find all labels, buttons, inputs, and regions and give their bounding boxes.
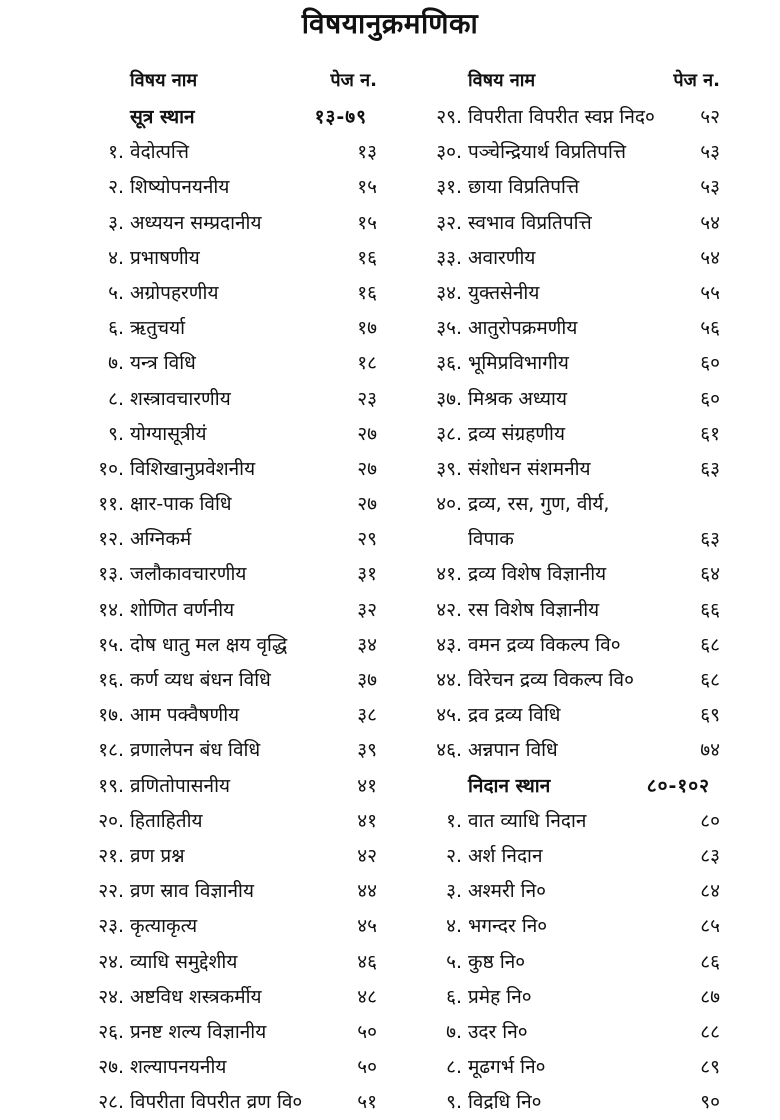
toc-entry xyxy=(400,733,720,768)
toc-entry xyxy=(400,804,720,839)
column-header xyxy=(62,62,377,100)
toc-column-left xyxy=(62,62,377,1120)
toc-entry xyxy=(62,206,377,241)
toc-entry xyxy=(62,663,377,698)
toc-entry xyxy=(400,980,720,1015)
toc-entry xyxy=(62,733,377,768)
entry-number: ४५. xyxy=(436,704,462,727)
entry-number: १. xyxy=(108,141,124,164)
toc-entry xyxy=(62,804,377,839)
entry-number: ४०. xyxy=(436,493,462,516)
entry-page: ६१ xyxy=(700,422,720,445)
entry-title: प्रमेह नि० xyxy=(468,985,532,1008)
entry-number: ६. xyxy=(108,317,124,340)
entry-number: २७. xyxy=(98,1056,124,1079)
entry-page: १३ xyxy=(357,141,377,164)
entry-title: स्वभाव विप्रतिपत्ति xyxy=(468,211,592,234)
entry-page: ८०-१०२ xyxy=(646,774,710,797)
entry-page: ५४ xyxy=(700,246,720,269)
entry-number: २०. xyxy=(98,809,124,832)
header-page-number: पेज न. xyxy=(330,70,377,91)
toc-entry xyxy=(400,417,720,452)
entry-page: १३-७९ xyxy=(314,106,367,128)
entry-title: शल्यापनयनीय xyxy=(130,1056,227,1079)
toc-entry xyxy=(400,698,720,733)
entry-number: १५. xyxy=(98,633,124,656)
entry-title: प्रनष्ट शल्य विज्ञानीय xyxy=(130,1020,267,1043)
toc-entry xyxy=(400,1015,720,1050)
entry-title: मिश्रक अध्याय xyxy=(468,387,567,410)
entry-page: १६ xyxy=(357,281,377,304)
entry-number: ३५. xyxy=(436,317,462,340)
toc-entry xyxy=(62,628,377,663)
toc-entry xyxy=(400,311,720,346)
entry-page: १५ xyxy=(357,211,377,234)
entry-number: ४२. xyxy=(436,598,462,621)
toc-entry xyxy=(62,382,377,417)
section-heading-row xyxy=(62,100,377,135)
entry-title: सूत्र स्थान xyxy=(130,106,195,128)
toc-column-right xyxy=(400,62,720,1120)
toc-entry xyxy=(62,980,377,1015)
entry-page: ५३ xyxy=(700,176,720,199)
toc-entry xyxy=(400,593,720,628)
page-title: विषयानुक्रमणिका xyxy=(301,7,479,40)
entry-number: २. xyxy=(108,176,124,199)
entry-title: शस्त्रावचारणीय xyxy=(130,387,231,410)
entry-number: ८. xyxy=(446,1056,462,1079)
entry-title: द्रव्य, रस, गुण, वीर्य, xyxy=(468,493,610,516)
entry-number: ५. xyxy=(108,281,124,304)
entry-number: ९. xyxy=(108,422,124,445)
entry-page: ६४ xyxy=(700,563,720,586)
entry-page: ६० xyxy=(700,352,720,375)
entry-page: १७ xyxy=(357,317,377,340)
entry-number: ११. xyxy=(98,493,124,516)
entry-title: द्रव्य विशेष विज्ञानीय xyxy=(468,563,607,586)
entry-page: ५३ xyxy=(700,141,720,164)
entry-title: अष्टविध शस्त्रकर्मीय xyxy=(130,985,262,1008)
entry-title: व्याधि समुद्देशीय xyxy=(130,950,238,973)
toc-entry xyxy=(400,1085,720,1120)
entry-page: ८७ xyxy=(700,985,720,1008)
entry-page: ९० xyxy=(700,1091,720,1114)
entry-number: ४३. xyxy=(436,633,462,656)
entry-number: १९. xyxy=(98,774,124,797)
toc-entry xyxy=(400,276,720,311)
toc-entry xyxy=(400,382,720,417)
entry-page: ४२ xyxy=(357,844,377,867)
toc-entry xyxy=(62,593,377,628)
toc-entry xyxy=(62,522,377,557)
entry-title: मूढगर्भ नि० xyxy=(468,1056,546,1079)
entry-title: व्रण प्रश्न xyxy=(130,844,185,867)
toc-entry xyxy=(400,628,720,663)
entry-page: ८५ xyxy=(700,915,720,938)
entry-number: ४१. xyxy=(436,563,462,586)
toc-entry xyxy=(62,1085,377,1120)
entry-number: ३३. xyxy=(436,246,462,269)
entry-number: ३२. xyxy=(436,211,462,234)
toc-entry xyxy=(62,452,377,487)
toc-entry xyxy=(62,487,377,522)
entry-title: वात व्याधि निदान xyxy=(468,809,587,832)
entry-title: वमन द्रव्य विकल्प वि० xyxy=(468,633,621,656)
entry-title: भूमिप्रविभागीय xyxy=(468,352,569,375)
entry-page: ५४ xyxy=(700,211,720,234)
toc-entry xyxy=(62,311,377,346)
toc-entry xyxy=(400,557,720,592)
entry-number: २४. xyxy=(98,985,124,1008)
entry-number: ८. xyxy=(108,387,124,410)
entry-title: अर्श निदान xyxy=(468,844,543,867)
toc-entry xyxy=(62,557,377,592)
entry-title: कर्ण व्यध बंधन विधि xyxy=(130,669,271,691)
toc-entry xyxy=(62,698,377,733)
toc-entry xyxy=(400,909,720,944)
header-subject-name: विषय नाम xyxy=(130,70,198,91)
entry-number: ५. xyxy=(446,950,462,973)
entry-number: ३. xyxy=(108,211,124,234)
toc-rows xyxy=(62,100,377,1120)
entry-title: कृत्याकृत्य xyxy=(130,915,198,938)
entry-title: अन्नपान विधि xyxy=(468,739,558,762)
entry-page: ६३ xyxy=(700,457,720,480)
entry-title: व्रण स्राव विज्ञानीय xyxy=(130,880,254,903)
column-header xyxy=(400,62,720,100)
entry-title: क्षार-पाक विधि xyxy=(130,493,232,516)
entry-number: ४४. xyxy=(436,669,462,691)
entry-page: ४४ xyxy=(357,880,377,903)
entry-page: ८८ xyxy=(700,1020,720,1043)
entry-page: ६८ xyxy=(700,633,720,656)
entry-number: ३९. xyxy=(436,457,462,480)
entry-number: ६. xyxy=(446,985,462,1008)
entry-page: ४१ xyxy=(357,774,377,797)
entry-page: ८३ xyxy=(700,844,720,867)
entry-page: ३९ xyxy=(357,739,377,762)
entry-number: २६. xyxy=(98,1020,124,1043)
header-subject-name: विषय नाम xyxy=(468,70,536,91)
entry-title: प्रभाषणीय xyxy=(130,246,200,269)
entry-title: शोणित वर्णनीय xyxy=(130,598,235,621)
toc-entry xyxy=(400,663,720,698)
entry-page: ६० xyxy=(700,387,720,410)
entry-page: २७ xyxy=(357,457,377,480)
entry-number: १. xyxy=(446,809,462,832)
toc-entry xyxy=(400,241,720,276)
entry-page: ८६ xyxy=(700,950,720,973)
entry-number: ३७. xyxy=(436,387,462,410)
entry-page: ३२ xyxy=(357,598,377,621)
toc-entry xyxy=(400,522,720,557)
entry-title: अध्ययन सम्प्रदानीय xyxy=(130,211,262,234)
toc-entry xyxy=(400,1050,720,1085)
entry-number: ३१. xyxy=(436,176,462,199)
entry-number: ३८. xyxy=(436,422,462,445)
entry-page: ४५ xyxy=(357,915,377,938)
entry-title: विपाक xyxy=(468,528,514,551)
entry-number: २१. xyxy=(98,844,124,867)
toc-entry xyxy=(400,839,720,874)
toc-entry xyxy=(62,839,377,874)
entry-page: ४६ xyxy=(357,950,377,973)
toc-entry xyxy=(400,135,720,170)
entry-page: २३ xyxy=(357,387,377,410)
entry-number: ४. xyxy=(446,915,462,938)
entry-title: विद्रधि नि० xyxy=(468,1091,542,1114)
entry-number: १४. xyxy=(98,598,124,621)
entry-page: १६ xyxy=(357,246,377,269)
entry-title: पञ्चेन्द्रियार्थ विप्रतिपत्ति xyxy=(468,141,627,164)
entry-title: वेदोत्पत्ति xyxy=(130,141,189,164)
entry-title: हिताहितीय xyxy=(130,809,203,832)
entry-number: २४. xyxy=(98,950,124,973)
toc-rows xyxy=(400,100,720,1120)
entry-title: संशोधन संशमनीय xyxy=(468,457,591,480)
entry-title: जलौकावचारणीय xyxy=(130,563,247,586)
entry-title: विपरीता विपरीत स्वप्न निद० xyxy=(468,106,655,128)
entry-title: दोष धातु मल क्षय वृद्धि xyxy=(130,633,288,656)
entry-page: ६३ xyxy=(700,528,720,551)
header-page-number: पेज न. xyxy=(673,70,720,91)
entry-page: ३७ xyxy=(357,669,377,691)
entry-title: छाया विप्रतिपत्ति xyxy=(468,176,580,199)
entry-page: ५१ xyxy=(357,1091,377,1114)
entry-number: ३४. xyxy=(436,281,462,304)
toc-entry xyxy=(62,1015,377,1050)
toc-entry xyxy=(62,909,377,944)
toc-entry xyxy=(400,100,720,135)
entry-page: ३१ xyxy=(357,563,377,586)
entry-page: ६९ xyxy=(700,704,720,727)
entry-number: ३. xyxy=(446,880,462,903)
entry-page: १८ xyxy=(357,352,377,375)
toc-entry xyxy=(62,346,377,381)
entry-page: ५० xyxy=(357,1020,377,1043)
toc-entry xyxy=(62,135,377,170)
entry-number: १७. xyxy=(98,704,124,727)
entry-number: १८. xyxy=(98,739,124,762)
entry-title: भगन्दर नि० xyxy=(468,915,548,938)
entry-title: अवारणीय xyxy=(468,246,536,269)
toc-entry xyxy=(400,346,720,381)
section-heading-row xyxy=(400,769,720,804)
entry-page: ४१ xyxy=(357,809,377,832)
toc-entry xyxy=(62,1050,377,1085)
entry-page: २७ xyxy=(357,493,377,516)
entry-number: १२. xyxy=(98,528,124,551)
entry-number: २. xyxy=(446,844,462,867)
entry-page: ५२ xyxy=(700,106,720,128)
entry-number: २३. xyxy=(98,915,124,938)
toc-entry xyxy=(400,945,720,980)
toc-entry xyxy=(400,170,720,205)
toc-entry xyxy=(400,874,720,909)
entry-title: अश्मरी नि० xyxy=(468,880,547,903)
entry-page: ५६ xyxy=(700,317,720,340)
entry-page: ५५ xyxy=(700,281,720,304)
entry-title: अग्निकर्म xyxy=(130,528,192,551)
entry-page: २९ xyxy=(357,528,377,551)
entry-number: १३. xyxy=(98,563,124,586)
entry-page: ३४ xyxy=(357,633,377,656)
entry-title: द्रव द्रव्य विधि xyxy=(468,704,561,727)
toc-entry xyxy=(62,276,377,311)
entry-page: ३८ xyxy=(357,704,377,727)
entry-page: ८४ xyxy=(700,880,720,903)
entry-page: ७४ xyxy=(700,739,720,762)
toc-entry xyxy=(62,945,377,980)
entry-page: १५ xyxy=(357,176,377,199)
toc-entry xyxy=(400,452,720,487)
toc-entry xyxy=(62,769,377,804)
entry-title: द्रव्य संग्रहणीय xyxy=(468,422,565,445)
entry-number: ४. xyxy=(108,246,124,269)
entry-title: विशिखानुप्रवेशनीय xyxy=(130,457,256,480)
entry-page: ४८ xyxy=(357,985,377,1008)
entry-title: अग्रोपहरणीय xyxy=(130,281,219,304)
toc-entry xyxy=(400,487,720,522)
entry-title: कुष्ठ नि० xyxy=(468,950,526,973)
entry-title: विरेचन द्रव्य विकल्प वि० xyxy=(468,669,634,691)
entry-title: रस विशेष विज्ञानीय xyxy=(468,598,600,621)
entry-page: ६६ xyxy=(700,598,720,621)
entry-page: ८० xyxy=(700,809,720,832)
entry-page: ६८ xyxy=(700,669,720,691)
entry-title: शिष्योपनयनीय xyxy=(130,176,230,199)
entry-number: ३०. xyxy=(436,141,462,164)
entry-number: २८. xyxy=(98,1091,124,1114)
entry-title: व्रणालेपन बंध विधि xyxy=(130,739,261,762)
entry-title: युक्तसेनीय xyxy=(468,281,540,304)
entry-page: ५० xyxy=(357,1056,377,1079)
entry-number: ७. xyxy=(108,352,124,375)
entry-number: २९. xyxy=(436,106,462,128)
entry-title: निदान स्थान xyxy=(468,774,551,797)
entry-title: उदर नि० xyxy=(468,1020,528,1043)
entry-title: आम पक्वैषणीय xyxy=(130,704,240,727)
entry-title: व्रणितोपासनीय xyxy=(130,774,231,797)
entry-title: योग्यासूत्रीयं xyxy=(130,422,207,445)
entry-number: ४६. xyxy=(436,739,462,762)
entry-title: विपरीता विपरीत व्रण वि० xyxy=(130,1091,303,1114)
entry-number: ३६. xyxy=(436,352,462,375)
toc-entry xyxy=(62,241,377,276)
entry-page: ८९ xyxy=(700,1056,720,1079)
toc-entry xyxy=(62,417,377,452)
entry-number: ७. xyxy=(446,1020,462,1043)
entry-number: २२. xyxy=(98,880,124,903)
entry-number: १६. xyxy=(98,669,124,691)
entry-page: २७ xyxy=(357,422,377,445)
entry-title: ऋतुचर्या xyxy=(130,317,186,340)
toc-entry xyxy=(62,874,377,909)
entry-title: आतुरोपक्रमणीय xyxy=(468,317,578,340)
entry-number: १०. xyxy=(98,457,124,480)
entry-title: यन्त्र विधि xyxy=(130,352,196,375)
entry-number: ९. xyxy=(446,1091,462,1114)
toc-entry xyxy=(400,206,720,241)
toc-entry xyxy=(62,170,377,205)
